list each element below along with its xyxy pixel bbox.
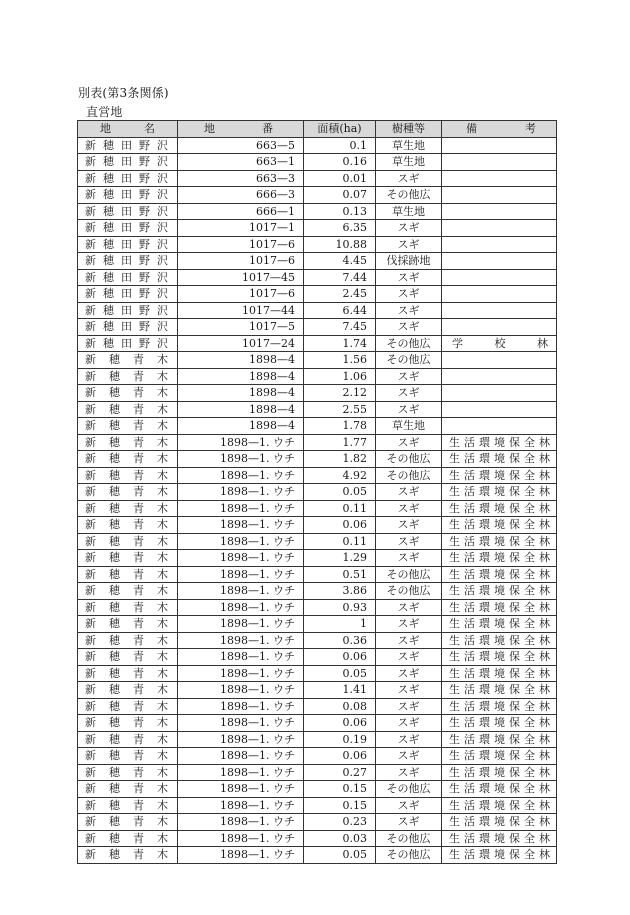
cell-species: スギ (376, 814, 442, 831)
cell-location: 新穂青木 (78, 451, 178, 468)
table-row (78, 665, 557, 682)
cell-lot: 1898—1. ウチ (178, 715, 304, 732)
cell-remarks (442, 269, 557, 286)
cell-lot: 1898—1. ウチ (178, 467, 304, 484)
cell-species: スギ (376, 302, 442, 319)
table-row (78, 583, 557, 600)
cell-remarks: 生活環境保全林 (442, 533, 557, 550)
table-row (78, 253, 557, 270)
cell-area: 3.86 (304, 583, 376, 600)
cell-remarks: 生活環境保全林 (442, 814, 557, 831)
table-row (78, 154, 557, 171)
table-row (78, 682, 557, 699)
cell-species: スギ (376, 170, 442, 187)
cell-area: 1.77 (304, 434, 376, 451)
cell-location: 新穂青木 (78, 698, 178, 715)
cell-area: 0.06 (304, 649, 376, 666)
cell-species: スギ (376, 550, 442, 567)
cell-location: 新穂田野沢 (78, 335, 178, 352)
cell-species: スギ (376, 682, 442, 699)
cell-remarks (442, 319, 557, 336)
cell-remarks: 生活環境保全林 (442, 500, 557, 517)
cell-lot: 1898—1. ウチ (178, 500, 304, 517)
cell-lot: 1898—1. ウチ (178, 781, 304, 798)
cell-species: その他広 (376, 847, 442, 864)
cell-area: 0.19 (304, 731, 376, 748)
cell-remarks: 生活環境保全林 (442, 698, 557, 715)
cell-lot: 1898—4 (178, 418, 304, 435)
cell-area: 0.06 (304, 517, 376, 534)
cell-remarks (442, 286, 557, 303)
cell-lot: 1898—4 (178, 368, 304, 385)
cell-lot: 1898—1. ウチ (178, 599, 304, 616)
cell-area: 0.13 (304, 203, 376, 220)
cell-lot: 1898—4 (178, 352, 304, 369)
cell-species: スギ (376, 368, 442, 385)
cell-area: 1.56 (304, 352, 376, 369)
cell-species: その他広 (376, 451, 442, 468)
cell-remarks: 生活環境保全林 (442, 566, 557, 583)
cell-species: スギ (376, 236, 442, 253)
document-caption: 別表(第3条関係) (78, 86, 169, 100)
cell-lot: 663—5 (178, 137, 304, 154)
cell-remarks (442, 170, 557, 187)
cell-species: その他広 (376, 566, 442, 583)
cell-location: 新穂青木 (78, 418, 178, 435)
cell-area: 0.08 (304, 698, 376, 715)
cell-remarks: 生活環境保全林 (442, 748, 557, 765)
cell-area: 0.51 (304, 566, 376, 583)
cell-lot: 1898—1. ウチ (178, 665, 304, 682)
table-row (78, 698, 557, 715)
cell-area: 1.06 (304, 368, 376, 385)
cell-lot: 1898—1. ウチ (178, 566, 304, 583)
table-row (78, 550, 557, 567)
cell-area: 10.88 (304, 236, 376, 253)
cell-species: 草生地 (376, 203, 442, 220)
cell-remarks: 生活環境保全林 (442, 484, 557, 501)
cell-species: スギ (376, 484, 442, 501)
cell-area: 1.74 (304, 335, 376, 352)
cell-species: その他広 (376, 781, 442, 798)
cell-species: スギ (376, 533, 442, 550)
cell-remarks: 生活環境保全林 (442, 583, 557, 600)
cell-lot: 663—3 (178, 170, 304, 187)
cell-species: スギ (376, 698, 442, 715)
table-row (78, 203, 557, 220)
cell-lot: 1898—1. ウチ (178, 434, 304, 451)
cell-species: 草生地 (376, 137, 442, 154)
cell-location: 新穂青木 (78, 632, 178, 649)
cell-remarks: 生活環境保全林 (442, 781, 557, 798)
cell-remarks: 生活環境保全林 (442, 764, 557, 781)
cell-location: 新穂田野沢 (78, 187, 178, 204)
cell-species: スギ (376, 434, 442, 451)
cell-area: 1 (304, 616, 376, 633)
cell-species: スギ (376, 748, 442, 765)
cell-lot: 1898—1. ウチ (178, 731, 304, 748)
cell-location: 新穂青木 (78, 748, 178, 765)
cell-lot: 1017—44 (178, 302, 304, 319)
table-row (78, 830, 557, 847)
cell-location: 新穂青木 (78, 830, 178, 847)
cell-remarks (442, 401, 557, 418)
table-row (78, 764, 557, 781)
cell-remarks: 生活環境保全林 (442, 616, 557, 633)
cell-lot: 1017—6 (178, 286, 304, 303)
cell-area: 0.1 (304, 137, 376, 154)
cell-location: 新穂青木 (78, 484, 178, 501)
table-row (78, 797, 557, 814)
cell-area: 0.36 (304, 632, 376, 649)
table-row (78, 352, 557, 369)
cell-location: 新穂田野沢 (78, 154, 178, 171)
table-row (78, 187, 557, 204)
cell-location: 新穂青木 (78, 764, 178, 781)
cell-lot: 1898—1. ウチ (178, 764, 304, 781)
table-header (78, 121, 557, 138)
cell-species: その他広 (376, 467, 442, 484)
table-row (78, 286, 557, 303)
cell-lot: 1898—1. ウチ (178, 550, 304, 567)
cell-lot: 1898—1. ウチ (178, 484, 304, 501)
cell-remarks (442, 187, 557, 204)
cell-area: 0.05 (304, 484, 376, 501)
cell-location: 新穂青木 (78, 550, 178, 567)
table-row (78, 500, 557, 517)
cell-remarks: 生活環境保全林 (442, 599, 557, 616)
cell-lot: 1898—1. ウチ (178, 632, 304, 649)
table-row (78, 484, 557, 501)
cell-remarks: 生活環境保全林 (442, 649, 557, 666)
cell-location: 新穂青木 (78, 781, 178, 798)
cell-area: 7.45 (304, 319, 376, 336)
table-row (78, 731, 557, 748)
cell-remarks: 生活環境保全林 (442, 797, 557, 814)
cell-remarks: 生活環境保全林 (442, 830, 557, 847)
table-row (78, 781, 557, 798)
cell-area: 0.16 (304, 154, 376, 171)
cell-area: 2.12 (304, 385, 376, 402)
table-row (78, 451, 557, 468)
cell-lot: 666—3 (178, 187, 304, 204)
cell-lot: 1898—4 (178, 385, 304, 402)
table-row (78, 649, 557, 666)
cell-area: 4.45 (304, 253, 376, 270)
cell-area: 0.11 (304, 533, 376, 550)
table-row (78, 814, 557, 831)
cell-location: 新穂青木 (78, 599, 178, 616)
cell-remarks (442, 154, 557, 171)
header-area: 面積(ha) (304, 121, 376, 138)
cell-remarks (442, 418, 557, 435)
cell-area: 7.44 (304, 269, 376, 286)
cell-location: 新穂青木 (78, 583, 178, 600)
cell-location: 新穂田野沢 (78, 236, 178, 253)
cell-area: 0.07 (304, 187, 376, 204)
cell-remarks (442, 220, 557, 237)
cell-remarks (442, 385, 557, 402)
table-body (78, 137, 557, 863)
cell-location: 新穂青木 (78, 814, 178, 831)
cell-remarks (442, 203, 557, 220)
cell-species: その他広 (376, 187, 442, 204)
table-row (78, 599, 557, 616)
cell-lot: 1017—1 (178, 220, 304, 237)
cell-area: 0.05 (304, 847, 376, 864)
header-species: 樹種等 (376, 121, 442, 138)
cell-area: 6.44 (304, 302, 376, 319)
header-remarks: 備 考 (442, 121, 557, 138)
cell-lot: 1898—1. ウチ (178, 616, 304, 633)
cell-area: 0.15 (304, 797, 376, 814)
cell-species: スギ (376, 385, 442, 402)
cell-location: 新穂青木 (78, 566, 178, 583)
cell-location: 新穂田野沢 (78, 302, 178, 319)
cell-species: スギ (376, 797, 442, 814)
cell-species: 草生地 (376, 418, 442, 435)
cell-species: スギ (376, 401, 442, 418)
cell-location: 新穂青木 (78, 731, 178, 748)
cell-location: 新穂青木 (78, 517, 178, 534)
cell-lot: 1898—1. ウチ (178, 698, 304, 715)
cell-location: 新穂青木 (78, 616, 178, 633)
cell-remarks (442, 368, 557, 385)
table-row (78, 170, 557, 187)
cell-remarks: 生活環境保全林 (442, 731, 557, 748)
cell-remarks: 生活環境保全林 (442, 517, 557, 534)
cell-lot: 1898—1. ウチ (178, 649, 304, 666)
cell-location: 新穂青木 (78, 368, 178, 385)
cell-location: 新穂青木 (78, 385, 178, 402)
cell-lot: 1898—1. ウチ (178, 533, 304, 550)
cell-area: 0.11 (304, 500, 376, 517)
cell-area: 0.06 (304, 748, 376, 765)
document-subcaption: 直営地 (86, 105, 123, 119)
table-row (78, 467, 557, 484)
cell-lot: 1017—24 (178, 335, 304, 352)
cell-lot: 1017—6 (178, 253, 304, 270)
table-row (78, 368, 557, 385)
cell-species: スギ (376, 616, 442, 633)
cell-location: 新穂田野沢 (78, 137, 178, 154)
table-row (78, 319, 557, 336)
table-row (78, 401, 557, 418)
cell-location: 新穂田野沢 (78, 203, 178, 220)
cell-area: 0.15 (304, 781, 376, 798)
cell-lot: 1898—1. ウチ (178, 814, 304, 831)
cell-species: その他広 (376, 335, 442, 352)
cell-species: 草生地 (376, 154, 442, 171)
cell-area: 0.01 (304, 170, 376, 187)
cell-remarks: 生活環境保全林 (442, 847, 557, 864)
cell-remarks: 生活環境保全林 (442, 434, 557, 451)
cell-species: スギ (376, 715, 442, 732)
table-row (78, 517, 557, 534)
cell-species: スギ (376, 517, 442, 534)
cell-location: 新穂青木 (78, 649, 178, 666)
cell-lot: 1898—1. ウチ (178, 451, 304, 468)
cell-remarks: 生活環境保全林 (442, 467, 557, 484)
cell-area: 2.45 (304, 286, 376, 303)
table-row (78, 533, 557, 550)
cell-lot: 1017—45 (178, 269, 304, 286)
cell-species: 伐採跡地 (376, 253, 442, 270)
header-location: 地 名 (78, 121, 178, 138)
cell-area: 4.92 (304, 467, 376, 484)
cell-species: スギ (376, 764, 442, 781)
cell-location: 新穂田野沢 (78, 220, 178, 237)
table-row (78, 418, 557, 435)
cell-species: スギ (376, 269, 442, 286)
cell-location: 新穂青木 (78, 533, 178, 550)
cell-remarks: 生活環境保全林 (442, 632, 557, 649)
table-row (78, 385, 557, 402)
cell-species: その他広 (376, 830, 442, 847)
cell-remarks (442, 236, 557, 253)
cell-area: 0.06 (304, 715, 376, 732)
cell-lot: 1017—6 (178, 236, 304, 253)
cell-location: 新穂青木 (78, 847, 178, 864)
cell-remarks: 生活環境保全林 (442, 665, 557, 682)
table-row (78, 335, 557, 352)
cell-remarks: 学校林 (442, 335, 557, 352)
cell-area: 6.35 (304, 220, 376, 237)
cell-species: スギ (376, 731, 442, 748)
table-row (78, 236, 557, 253)
cell-lot: 1898—1. ウチ (178, 583, 304, 600)
table-row (78, 220, 557, 237)
cell-area: 1.29 (304, 550, 376, 567)
cell-location: 新穂青木 (78, 500, 178, 517)
cell-species: その他広 (376, 352, 442, 369)
cell-location: 新穂青木 (78, 665, 178, 682)
cell-area: 0.05 (304, 665, 376, 682)
table-row (78, 434, 557, 451)
cell-area: 0.23 (304, 814, 376, 831)
cell-lot: 1898—1. ウチ (178, 847, 304, 864)
cell-species: スギ (376, 220, 442, 237)
cell-species: スギ (376, 286, 442, 303)
table-row (78, 632, 557, 649)
cell-species: スギ (376, 665, 442, 682)
header-row (78, 121, 557, 138)
table-row (78, 137, 557, 154)
table-row (78, 847, 557, 864)
cell-remarks: 生活環境保全林 (442, 682, 557, 699)
cell-lot: 1898—1. ウチ (178, 517, 304, 534)
cell-lot: 666—1 (178, 203, 304, 220)
cell-lot: 663—1 (178, 154, 304, 171)
cell-area: 1.78 (304, 418, 376, 435)
cell-location: 新穂田野沢 (78, 253, 178, 270)
cell-location: 新穂田野沢 (78, 170, 178, 187)
cell-location: 新穂田野沢 (78, 319, 178, 336)
table-row (78, 302, 557, 319)
table-row (78, 616, 557, 633)
cell-location: 新穂青木 (78, 797, 178, 814)
cell-species: スギ (376, 500, 442, 517)
table-row (78, 566, 557, 583)
cell-remarks: 生活環境保全林 (442, 451, 557, 468)
cell-remarks (442, 253, 557, 270)
header-lot: 地 番 (178, 121, 304, 138)
cell-location: 新穂青木 (78, 401, 178, 418)
cell-lot: 1898—1. ウチ (178, 682, 304, 699)
cell-area: 2.55 (304, 401, 376, 418)
cell-species: その他広 (376, 583, 442, 600)
cell-location: 新穂青木 (78, 715, 178, 732)
cell-location: 新穂青木 (78, 682, 178, 699)
cell-lot: 1898—1. ウチ (178, 830, 304, 847)
cell-remarks (442, 352, 557, 369)
cell-species: スギ (376, 599, 442, 616)
cell-lot: 1898—4 (178, 401, 304, 418)
cell-remarks (442, 137, 557, 154)
cell-location: 新穂青木 (78, 434, 178, 451)
cell-location: 新穂青木 (78, 467, 178, 484)
cell-remarks: 生活環境保全林 (442, 550, 557, 567)
cell-lot: 1898—1. ウチ (178, 748, 304, 765)
cell-area: 1.41 (304, 682, 376, 699)
table-row (78, 748, 557, 765)
table-row (78, 715, 557, 732)
cell-location: 新穂田野沢 (78, 286, 178, 303)
cell-area: 1.82 (304, 451, 376, 468)
cell-remarks: 生活環境保全林 (442, 715, 557, 732)
cell-area: 0.27 (304, 764, 376, 781)
cell-area: 0.03 (304, 830, 376, 847)
land-table (77, 120, 557, 864)
cell-location: 新穂田野沢 (78, 269, 178, 286)
cell-location: 新穂青木 (78, 352, 178, 369)
cell-lot: 1017—5 (178, 319, 304, 336)
cell-species: スギ (376, 649, 442, 666)
cell-species: スギ (376, 319, 442, 336)
cell-area: 0.93 (304, 599, 376, 616)
table-row (78, 269, 557, 286)
cell-lot: 1898—1. ウチ (178, 797, 304, 814)
cell-species: スギ (376, 632, 442, 649)
cell-remarks (442, 302, 557, 319)
